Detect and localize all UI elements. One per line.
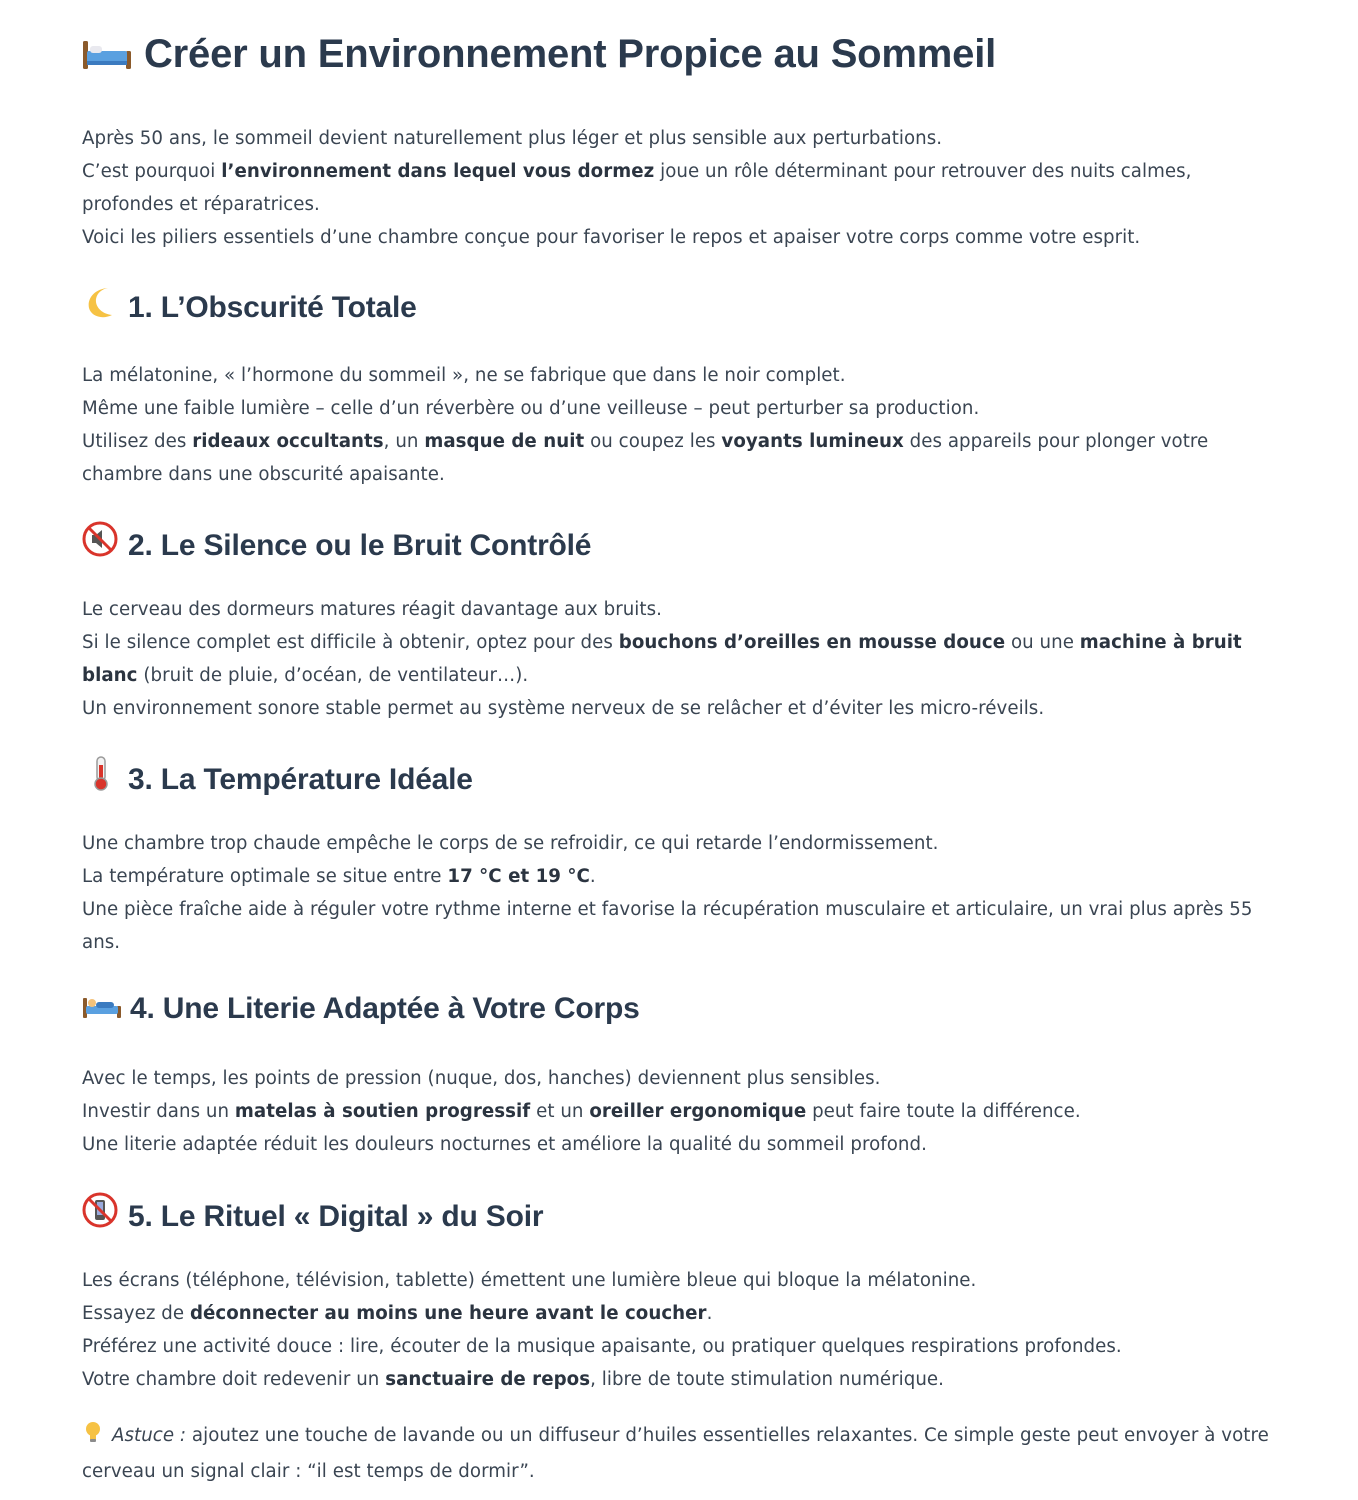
person-in-bed-icon: [82, 990, 122, 1031]
section-4-heading: [82, 989, 640, 1031]
tip-text: ajoutez une touche de lavande ou un diffuseur d’huiles essentielles relaxantes. Ce simple geste peut envoyer à votre cerveau un signal clair : “il est temps de dormir”.: [82, 1425, 1269, 1482]
intro-line-2: C’est pourquoi l’environnement dans lequel vous dormez joue un rôle déterminant pour retrouver des nuits calmes, profondes et réparatrices.: [82, 161, 1192, 215]
section-3-title: 3. La Température Idéale: [128, 763, 473, 796]
section-4-title: 4. Une Literie Adaptée à Votre Corps: [130, 992, 640, 1025]
muted-speaker-icon: [82, 521, 120, 568]
section-2-body: Le cerveau des dormeurs matures réagit davantage aux bruits. Si le silence complet est difficile à obtenir, optez pour des bouchons d’oreilles en mousse douce ou une machine à bruit blanc (bruit de pluie, d’océan, de ventilateur…). Un environnement sonore stable permet au système nerveux de se relâcher et d’éviter les micro-réveils.: [82, 599, 1242, 719]
section-1-title: 1. L’Obscurité Totale: [128, 291, 417, 324]
thermometer-icon: [82, 755, 120, 802]
section-5-heading: [82, 1192, 543, 1239]
section-1-body: La mélatonine, « l’hormone du sommeil », ne se fabrique que dans le noir complet. Même une faible lumière – celle d’un réverbère ou d’une veilleuse – peut perturber sa production. Utilisez des rideaux occultants, un masque de nuit ou coupez les voyants lumineux des appareils pour plonger votre chambre dans une obscurité apaisante.: [82, 365, 1209, 485]
intro: [82, 122, 1272, 254]
intro-line-3: Voici les piliers essentiels d’une chambre conçue pour favoriser le repos et apaiser votre corps comme votre esprit.: [82, 227, 1141, 248]
page-title-text: Créer un Environnement Propice au Sommeil: [144, 32, 997, 76]
section-3-heading: [82, 755, 473, 802]
page-title: [82, 28, 996, 84]
intro-line-1: Après 50 ans, le sommeil devient naturellement plus léger et plus sensible aux perturbations.: [82, 128, 943, 149]
section-2-heading: [82, 521, 591, 568]
section-3-body: Une chambre trop chaude empêche le corps de se refroidir, ce qui retarde l’endormissement. La température optimale se situe entre 17 °C et 19 °C. Une pièce fraîche aide à réguler votre rythme interne et favorise la récupération musculaire et articulaire, un vrai plus après 55 ans.: [82, 833, 1253, 953]
section-5-body: Les écrans (téléphone, télévision, tablette) émettent une lumière bleue qui bloque la mélatonine. Essayez de déconnecter au moins une heure avant le coucher. Préférez une activité douce : lire, écouter de la musique apaisante, ou pratiquer quelques respirations profondes. Votre chambre doit redevenir un sanctuaire de repos, libre de toute stimulation numérique.: [82, 1270, 1122, 1390]
section-1-heading: [82, 285, 417, 330]
tip: [82, 1419, 1272, 1488]
bed-icon: [82, 32, 132, 84]
tip-label: Astuce :: [112, 1425, 187, 1446]
no-mobile-phones-icon: [82, 1192, 120, 1239]
light-bulb-icon: [82, 1420, 104, 1455]
section-2-title: 2. Le Silence ou le Bruit Contrôlé: [128, 529, 592, 562]
section-4-body: Avec le temps, les points de pression (nuque, dos, hanches) deviennent plus sensibles. Investir dans un matelas à soutien progressif et un oreiller ergonomique peut faire toute la différence. Une literie adaptée réduit les douleurs nocturnes et améliore la qualité du sommeil profond.: [82, 1068, 1081, 1155]
section-5-title: 5. Le Rituel « Digital » du Soir: [128, 1200, 544, 1233]
crescent-moon-icon: [82, 285, 120, 330]
